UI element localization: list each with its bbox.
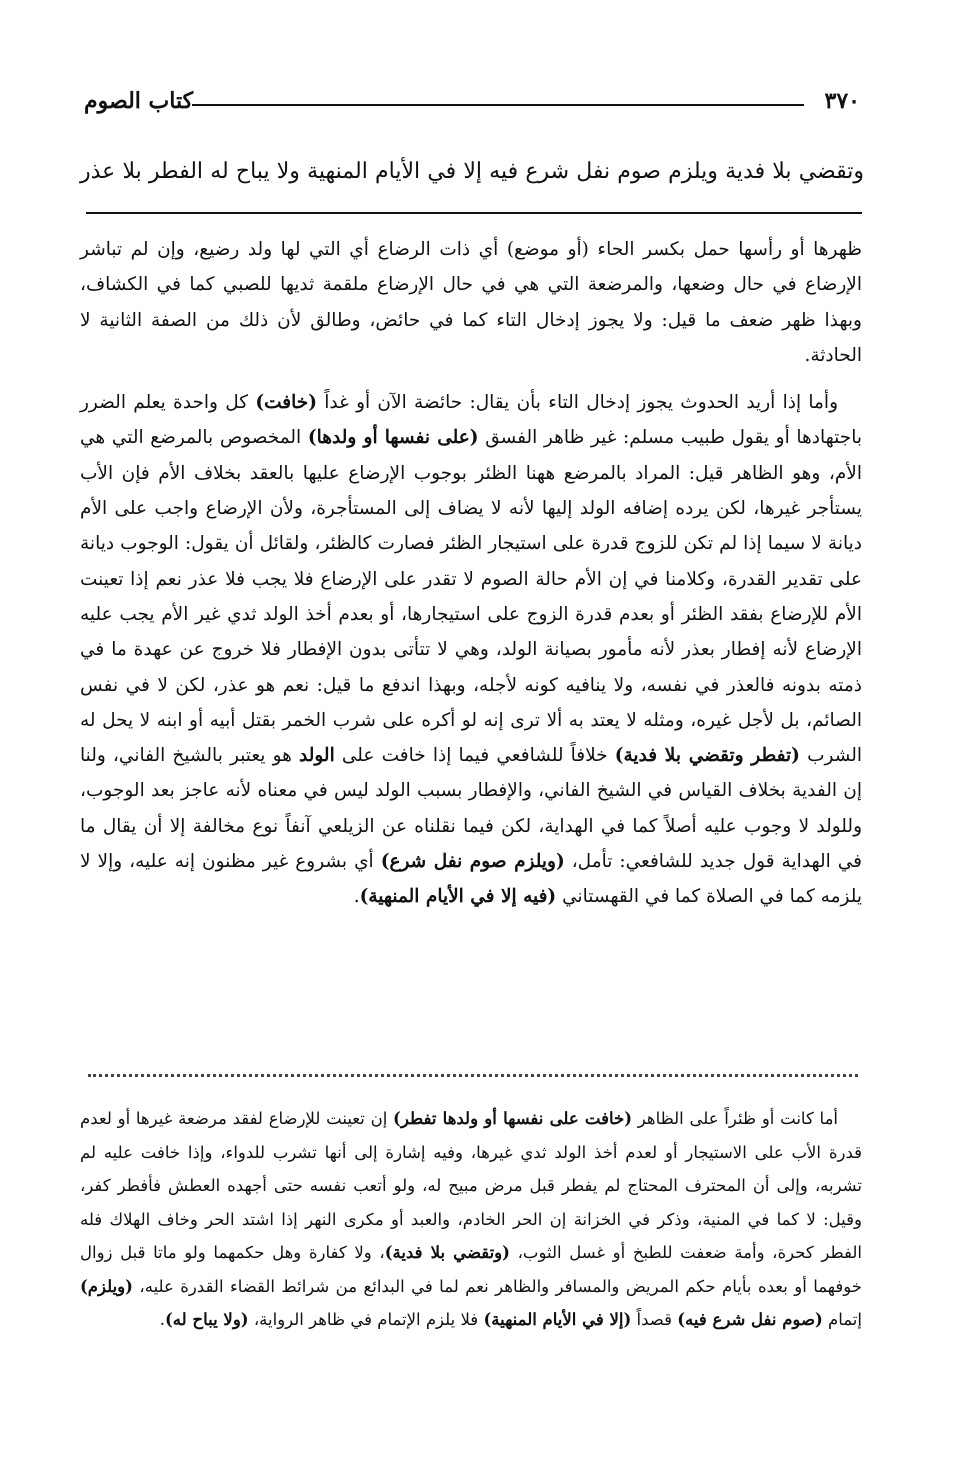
footnote-text: . [159,1310,165,1329]
quoted-matn: (على نفسها أو ولدها) [307,427,479,449]
quoted-matn: (تفطر وتقضي بلا فدية) [614,745,800,767]
footnote-text: قصداً [631,1310,678,1329]
footnote-text: فلا يلزم الإتمام في ظاهر الرواية، [248,1310,484,1329]
header-rule [192,104,804,106]
commentary-paragraph-1: ظهرها أو رأسها حمل بكسر الحاء (أو موضع) أي ذات الرضاع أي التي لها ولد رضيع، وإن لم تباشر الإرضاع في حال وضعها، والمرضعة التي هي في حال الإرضاع ملقمة ثديها للصبي كما في الكشاف، وبهذا ظهر ضعف ما قيل: ولا يجوز إدخال التاء كما في حائض، وطالق لأن ذلك من الصفة الثانية لا الحادثة. [80,239,862,366]
footnote-commentary [80,1102,862,1337]
quoted-matn: (ويلزم) [80,1276,133,1296]
quoted-matn: (ولا يباح له) [165,1310,249,1329]
footnote-text: ، ولا كفارة وهل حكمهما ولو ماتا قبل زوال خوفهما أو بعده بأيام حكم المريض والمسافر والظاهر نعم لما في البدائع من شرائط القضاء القدرة عليه، [80,1243,862,1296]
commentary-text: هو يعتبر بالشيخ الفاني، ولنا إن الفدية بخلاف القياس في الشيخ الفاني، والإفطار بسبب الولد ليس في معناه لأنه عاجز بعد الوجوب، وللولد لا وجوب عليه أصلاً كما في الهداية، لكن فيما نقلناه عن الزيلعي آنفاً نوع مخالفة إلا أن يقال ما في الهداية قول جديد للشافعي: تأمل، [80,745,863,873]
quoted-matn: (خافت) [255,392,317,414]
dotted-separator [88,1066,858,1077]
quoted-matn: الولد [299,745,335,767]
footnote-text: إتمام [822,1310,862,1329]
running-header [84,86,860,126]
quoted-matn: (صوم نفل شرع فيه) [677,1310,823,1329]
commentary-text: وأما إذا أريد الحدوث يجوز إدخال التاء بأن يقال: حائضة الآن أو غداً [316,392,839,414]
commentary-text: المخصوص بالمرضع التي هي الأم، وهو الظاهر قيل: المراد بالمرضع ههنا الظئر بوجوب الإرضاع عليها بالعقد بخلاف الأم فإن الأب يستأجر غيرها، لكن يرده إضافه الولد إليها لأنه لا يضاف إلى المستأجرة، ولأن الإرضاع واجب على الأم ديانة لا سيما إذا لم تكن للزوج قدرة على استيجار الظئر فصارت كالظئر، ولقائل أن يقول: الوجوب ديانة على تقدير القدرة، وكلامنا في إن الأم حالة الصوم لا تقدر على الإرضاع فلا يجب فلا عذر نعم إذا تعينت الأم للإرضاع بفقد الظئر أو بعدم قدرة الزوج على استيجارها، أو بعدم أخذ الولد ثدي غير الأم يجب عليه الإرضاع لأنه إفطار بعذر لأنه مأمور بصيانة الولد، وهي لا تتأتى بدون الإفطار فلا خروج عن عهدة ما في ذمته بدونه فالعذر في نفسه، ولا ينافيه كونه لأجله، وبهذا اندفع ما قيل: نعم هو عذر، لكن لا في نفس الصائم، بل لأجل غيره، ومثله لا يعتد به ألا ترى إنه لو أكره على شرب الخمر بقتل أبيه أو ابنه لا يحل له الشرب [80,427,863,767]
commentary-text: كل واحدة يعلم الضرر باجتهادها أو يقول طبيب مسلم: غير ظاهر الفسق [80,392,862,449]
footnote-text: أما كانت أو ظئراً على الظاهر [632,1109,838,1128]
commentary-paragraph-2 [80,385,862,914]
quoted-matn: (إلا في الأيام المنهية) [483,1310,632,1329]
quoted-matn: (وتقضي بلا فدية) [384,1243,510,1262]
main-text: وتقضي بلا فدية ويلزم صوم نفل شرع فيه إلا في الأيام المنهية ولا يباح له الفطر بلا عذر [80,159,864,184]
footnote-text: إن تعينت للإرضاع لفقد مرضعة غيرها أو لعدم قدرة الأب على الاستيجار أو لعدم أخذ الولد ثدي غيرها، وفيه إشارة إلى أنها تشرب للدواء، وإذا خافت عليه لم تشربه، وإلى أن المحترف المحتاج لم يفطر قبل مرض مبيح له، ولو أتعب نفسه حتى أجهده العطش فأفطر كفر، وقيل: لا كما في المنية، وذكر في الخزانة إن الحر الخادم، والعبد أو مكرى النهر إذا اشتد الحر وخاف الهلاك فله الفطر كحرة، وأمة ضعفت للطبخ أو غسل الثوب، [80,1109,862,1262]
quoted-matn: (ويلزم صوم نفل شرع) [380,851,565,873]
commentary-text: أي بشروع غير مظنون إنه عليه، وإلا لا يلزمه كما في الصلاة كما في القهستاني [80,851,862,908]
book-title: كتاب الصوم [84,88,194,114]
quoted-matn: (فيه إلا في الأيام المنهية) [359,886,557,908]
commentary-text: خلافاً للشافعي فيما إذا خافت على [334,745,615,767]
commentary [80,232,862,915]
quoted-matn: (خافت على نفسها أو ولدها تفطر) [393,1109,633,1128]
page-number: ٣٧٠ [824,88,860,114]
commentary-text: . [353,886,360,908]
main-text-divider [86,212,862,214]
